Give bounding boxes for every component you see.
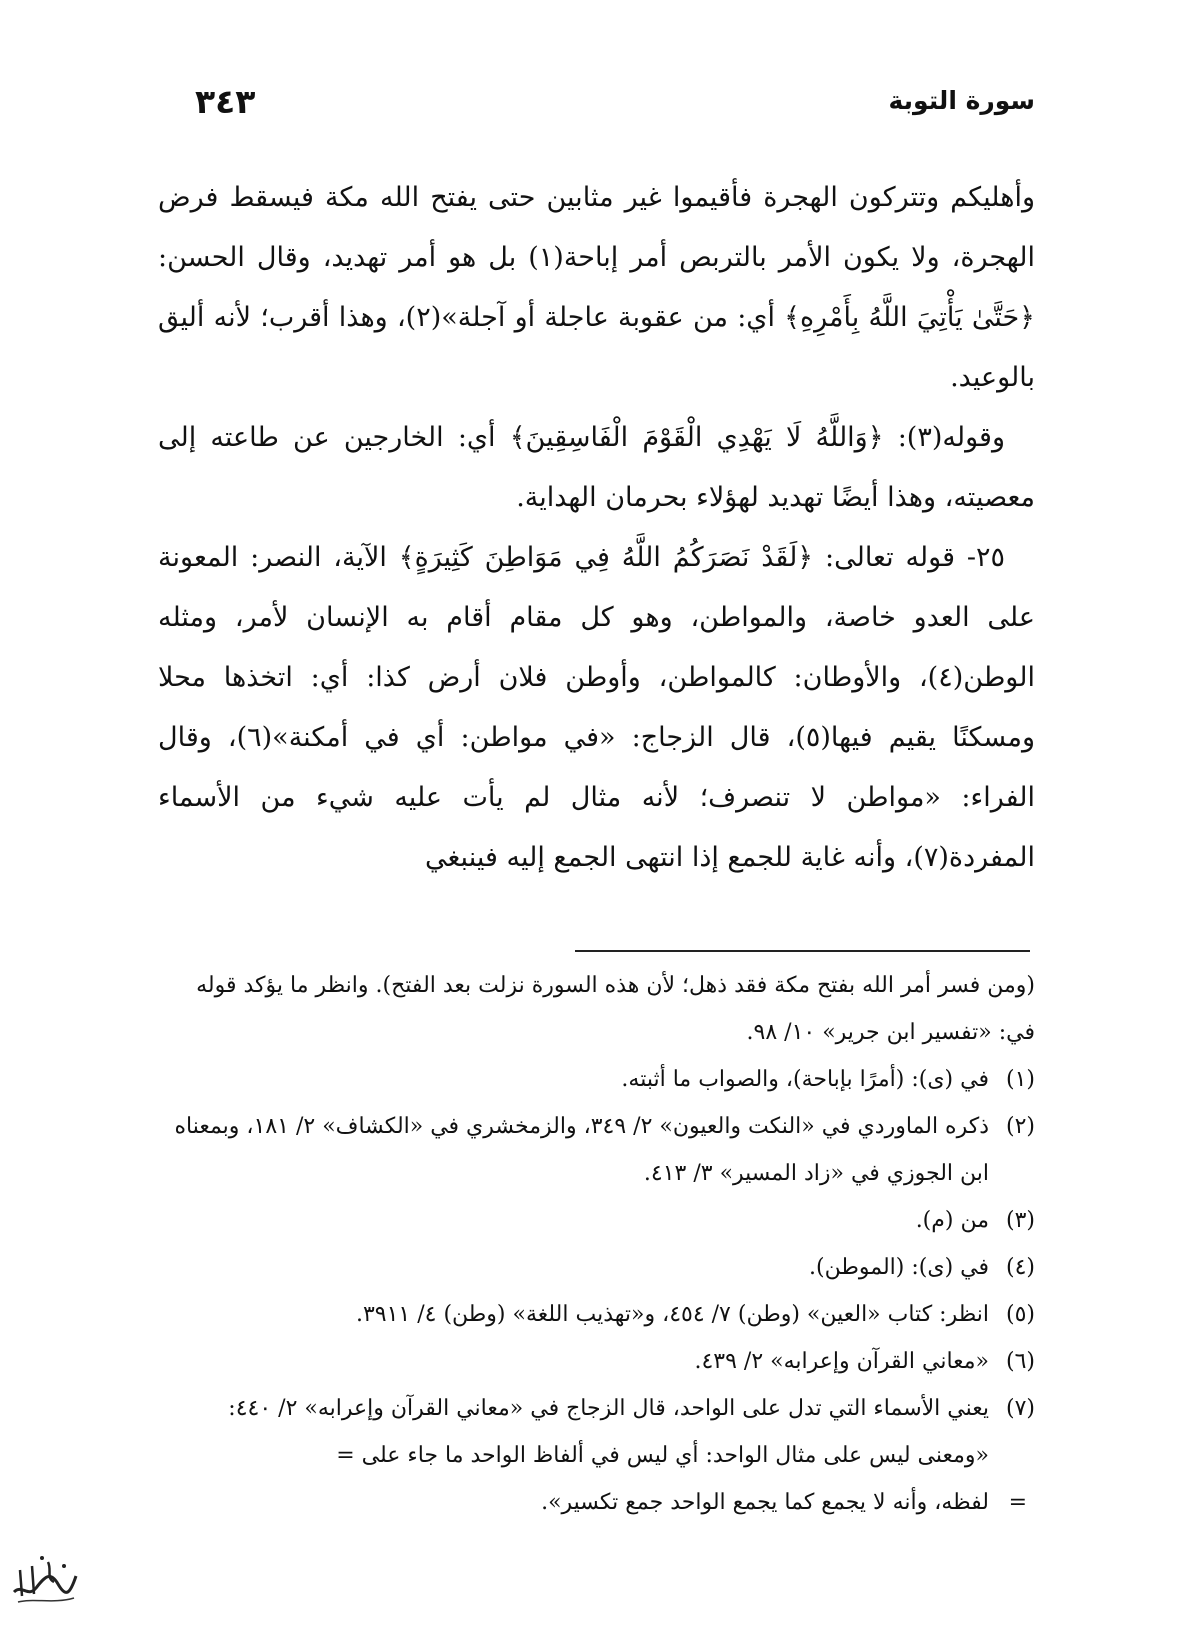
footnote-number: (١): [1005, 1067, 1035, 1092]
paragraph-2: وقوله(٣): ﴿وَاللَّهُ لَا يَهْدِي الْقَوْمَ الْفَاسِقِينَ﴾ أي: الخارجين عن طاعته إلى معصيته، وهذا أيضًا تهديد لهؤلاء بحرمان الهداية.: [158, 422, 1035, 513]
footnote-4: [155, 1244, 1035, 1291]
footnote-separator: [575, 950, 1030, 952]
footnote-1: [155, 1056, 1035, 1103]
footnote-3: [155, 1197, 1035, 1244]
footnote-text: ذكره الماوردي في «النكت والعيون» ٢/ ٣٤٩، والزمخشري في «الكشاف» ٢/ ١٨١، وبمعناه ابن الجوزي في «زاد المسير» ٣/ ٤١٣.: [174, 1114, 989, 1186]
footnote-7-continuation: [155, 1479, 1035, 1526]
footnote-continuation: (ومن فسر أمر الله بفتح مكة فقد ذهل؛ لأن هذه السورة نزلت بعد الفتح). وانظر ما يؤكد قوله في: «تفسير ابن جرير» ١٠/ ٩٨.: [196, 973, 1035, 1045]
footnote-number: (٥): [1005, 1302, 1035, 1327]
running-header-title: سورة التوبة: [888, 86, 1035, 115]
footnote-7: [155, 1385, 1035, 1479]
footnote-6: [155, 1338, 1035, 1385]
paragraph-3: ٢٥- قوله تعالى: ﴿لَقَدْ نَصَرَكُمُ اللَّهُ فِي مَوَاطِنَ كَثِيرَةٍ﴾ الآية، النصر: المعونة على العدو خاصة، والمواطن، وهو كل مقام أقام به الإنسان لأمر، ومثله الوطن(٤)، والأوطان: كالمواطن، وأوطن فلان أرض كذا: أي: اتخذها محلا ومسكنًا يقيم فيها(٥)، قال الزجاج: «في مواطن: أي في أمكنة»(٦)، وقال الفراء: «مواطن لا تنصرف؛ لأنه مثال لم يأت عليه شيء من الأسماء المفردة(٧)، وأنه غاية للجمع إذا انتهى الجمع إليه فينبغي: [158, 542, 1035, 873]
footnote-number: (٢): [1005, 1114, 1035, 1139]
footnote-text: من (م).: [915, 1208, 989, 1233]
main-text: [158, 168, 1035, 888]
paragraph-1: وأهليكم وتتركون الهجرة فأقيموا غير مثابين حتى يفتح الله مكة فيسقط فرض الهجرة، ولا يكون الأمر بالتربص أمر إباحة(١) بل هو أمر تهديد، وقال الحسن: ﴿حَتَّىٰ يَأْتِيَ اللَّهُ بِأَمْرِهِ﴾ أي: من عقوبة عاجلة أو آجلة»(٢)، وهذا أقرب؛ لأنه أليق بالوعيد.: [158, 182, 1035, 393]
footnote-number: (٧): [1005, 1396, 1035, 1421]
footnote-text: «معاني القرآن وإعرابه» ٢/ ٤٣٩.: [694, 1349, 989, 1374]
footnote-number: (٣): [1005, 1208, 1035, 1233]
footnote-number: (٦): [1005, 1349, 1035, 1374]
footnote-number: (٤): [1005, 1255, 1035, 1280]
calligraphy-seal-icon: [8, 1540, 82, 1614]
footnote-text: في (ى): (الموطن).: [809, 1255, 989, 1280]
footnote-2: [155, 1103, 1035, 1197]
continuation-marker: =: [1008, 1490, 1027, 1515]
footnote-text: انظر: كتاب «العين» (وطن) ٧/ ٤٥٤، و«تهذيب اللغة» (وطن) ٤/ ٣٩١١.: [355, 1302, 989, 1327]
page-number: ٣٤٣: [195, 82, 256, 121]
footnote-text: في (ى): (أمرًا بإباحة)، والصواب ما أثبته.: [621, 1067, 989, 1092]
footnote-text: يعني الأسماء التي تدل على الواحد، قال الزجاج في «معاني القرآن وإعرابه» ٢/ ٤٤٠: «ومعنى ليس على مثال الواحد: أي ليس في ألفاظ الواحد ما جاء على =: [228, 1396, 989, 1468]
footnote-text: لفظه، وأنه لا يجمع كما يجمع الواحد جمع تكسير».: [541, 1490, 989, 1515]
footnotes: [155, 962, 1035, 1526]
footnote-5: [155, 1291, 1035, 1338]
